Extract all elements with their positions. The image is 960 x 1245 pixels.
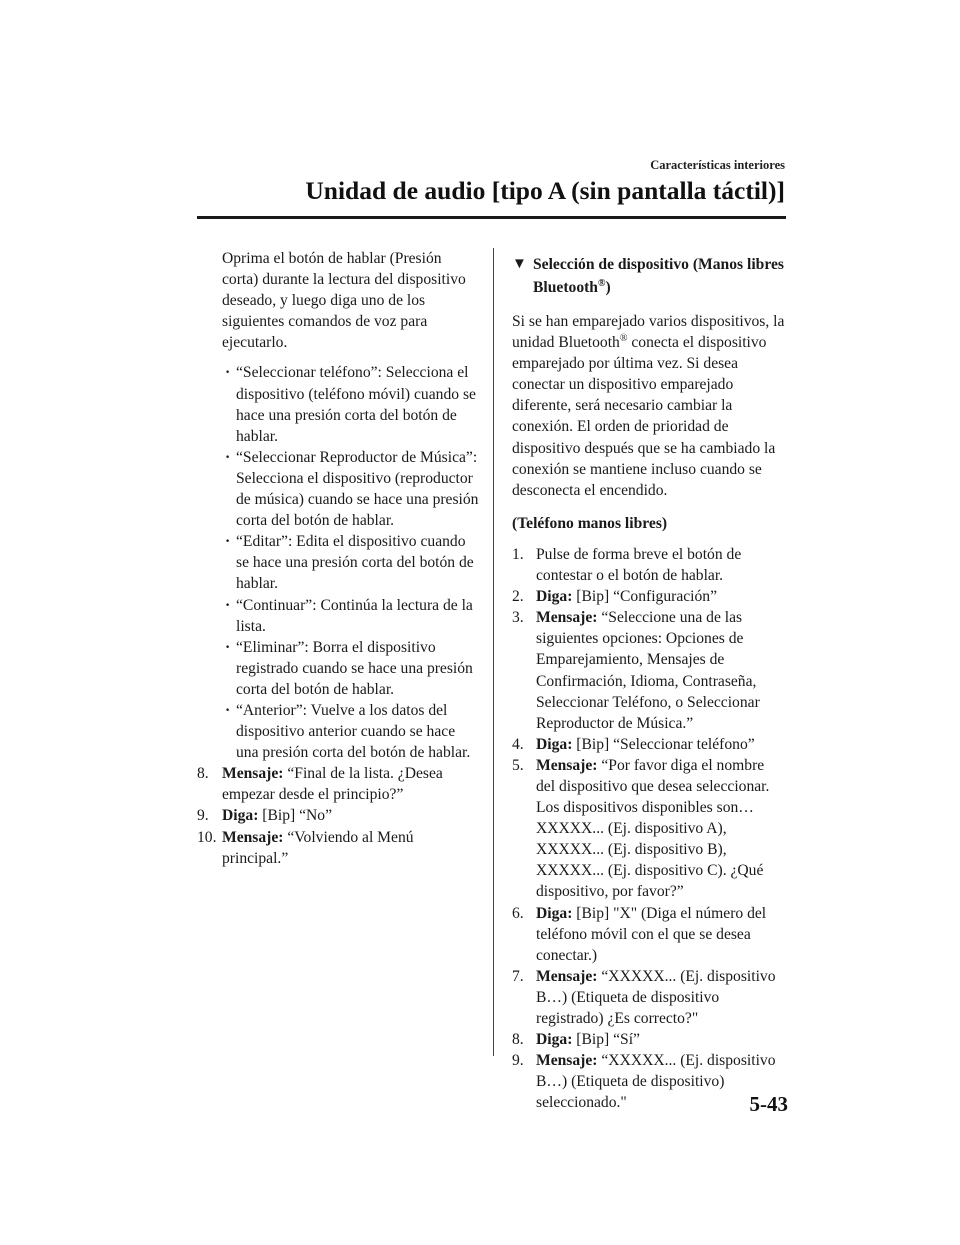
- step-item: [197, 827, 479, 869]
- step-text: [Bip] “No”: [258, 807, 333, 825]
- step-label: Diga:: [536, 1031, 573, 1049]
- page-number: 5-43: [749, 1092, 788, 1116]
- step-item: [512, 755, 787, 903]
- step-item: [512, 966, 787, 1029]
- step-number: 2.: [512, 588, 524, 606]
- step-item: [512, 1029, 787, 1050]
- body-text: conecta el dispositivo emparejado por última vez. Si desea conectar un dispositivo emparejado diferente, será necesario cambiar la conexión. El orden de prioridad de dispositivo después que se ha cambiado la conexión se mantiene incluso cuando se desconecta el encendido.: [512, 334, 776, 499]
- step-text: “Seleccione una de las siguientes opciones: Opciones de Emparejamiento, Mensajes de Confirmación, Idioma, Contraseña, Seleccionar Teléfono, o Seleccionar Reproductor de Música.”: [536, 609, 760, 732]
- list-item: · “Eliminar”: Borra el dispositivo registrado cuando se hace una presión corta del botón de hablar.: [225, 637, 479, 700]
- step-text: “Por favor diga el nombre del dispositivo que desea seleccionar. Los dispositivos disponibles son… XXXXX... (Ej. dispositivo A), XXXXX... (Ej. dispositivo B), XXXXX... (Ej. dispositivo C). ¿Qué dispositivo, por favor?”: [536, 756, 770, 901]
- step-list: [197, 763, 479, 868]
- step-item: [197, 763, 479, 805]
- step-number: 6.: [512, 904, 524, 922]
- step-item: [197, 805, 479, 826]
- step-text: [Bip] “Sí”: [572, 1031, 640, 1049]
- step-label: Mensaje:: [536, 609, 598, 627]
- step-list: [512, 544, 787, 1114]
- step-number: 9.: [512, 1052, 524, 1070]
- step-item: [512, 586, 787, 607]
- step-label: Mensaje:: [222, 765, 284, 783]
- step-number: 4.: [512, 735, 524, 753]
- step-text: “XXXXX... (Ej. dispositivo B…) (Etiqueta de dispositivo) seleccionado.": [536, 1052, 776, 1112]
- list-item: · “Seleccionar Reproductor de Música”: Selecciona el dispositivo (reproductor de música) cuando se hace una presión corta del botón de hablar.: [225, 447, 479, 531]
- registered-mark: ®: [597, 277, 606, 289]
- list-item: · “Anterior”: Vuelve a los datos del dispositivo anterior cuando se hace una presión corta del botón de hablar.: [225, 700, 479, 763]
- step-label: Mensaje:: [536, 756, 598, 774]
- step-number: 7.: [512, 967, 524, 985]
- step-label: Mensaje:: [536, 967, 598, 985]
- body-paragraph: [512, 311, 787, 501]
- list-item: · “Seleccionar teléfono”: Selecciona el dispositivo (teléfono móvil) cuando se hace una presión corta del botón de hablar.: [225, 362, 479, 446]
- intro-paragraph: Oprima el botón de hablar (Presión corta) durante la lectura del dispositivo deseado, y luego diga uno de los siguientes comandos de voz para ejecutarlo.: [222, 250, 466, 352]
- step-text: “XXXXX... (Ej. dispositivo B…) (Etiqueta de dispositivo registrado) ¿Es correcto?": [536, 967, 776, 1027]
- section-heading-end: ): [605, 279, 611, 296]
- step-text: “Volviendo al Menú principal.”: [222, 828, 414, 867]
- step-number: 3.: [512, 609, 524, 627]
- step-item: [512, 734, 787, 755]
- section-heading: [512, 253, 787, 299]
- step-text: “Final de la lista. ¿Desea empezar desde el principio?”: [222, 765, 443, 804]
- header-rule: [197, 216, 786, 219]
- header-section-label: Características interiores: [650, 158, 785, 172]
- step-item: [512, 903, 787, 966]
- step-text: [Bip] “Configuración”: [572, 588, 718, 606]
- step-text: [Bip] “Seleccionar teléfono”: [572, 735, 755, 753]
- left-column: [197, 248, 479, 869]
- step-label: Diga:: [536, 588, 573, 606]
- step-item: [512, 607, 787, 734]
- step-label: Diga:: [536, 735, 573, 753]
- command-list: [197, 362, 479, 763]
- step-number: 1.: [512, 545, 524, 563]
- list-item: · “Editar”: Edita el dispositivo cuando se hace una presión corta del botón de hablar.: [225, 531, 479, 594]
- step-label: Mensaje:: [222, 828, 284, 846]
- list-item: · “Continuar”: Continúa la lectura de la lista.: [225, 595, 479, 637]
- step-text: Pulse de forma breve el botón de contestar o el botón de hablar.: [536, 545, 742, 585]
- subheading: (Teléfono manos libres): [512, 514, 668, 532]
- step-number: 10.: [197, 828, 217, 846]
- step-item: [512, 544, 787, 586]
- step-number: 9.: [197, 807, 209, 825]
- step-label: Diga:: [536, 904, 573, 922]
- step-number: 5.: [512, 756, 524, 774]
- right-column: [512, 253, 787, 1113]
- step-label: Mensaje:: [536, 1052, 598, 1070]
- triangle-down-icon: ▼: [512, 256, 527, 272]
- section-heading-text: Selección de dispositivo (Manos libres Bluetooth: [533, 256, 784, 296]
- step-text: [Bip] "X" (Diga el número del teléfono móvil con el que se desea conectar.): [536, 904, 767, 964]
- step-item: [512, 1050, 787, 1113]
- step-number: 8.: [512, 1031, 524, 1049]
- page-title: Unidad de audio [tipo A (sin pantalla táctil)]: [305, 176, 785, 205]
- body-text: Si se han emparejado varios dispositivos, la unidad Bluetooth: [512, 313, 785, 352]
- column-divider: [493, 248, 494, 1056]
- registered-mark: ®: [619, 332, 628, 344]
- step-number: 8.: [197, 765, 209, 783]
- step-label: Diga:: [222, 807, 259, 825]
